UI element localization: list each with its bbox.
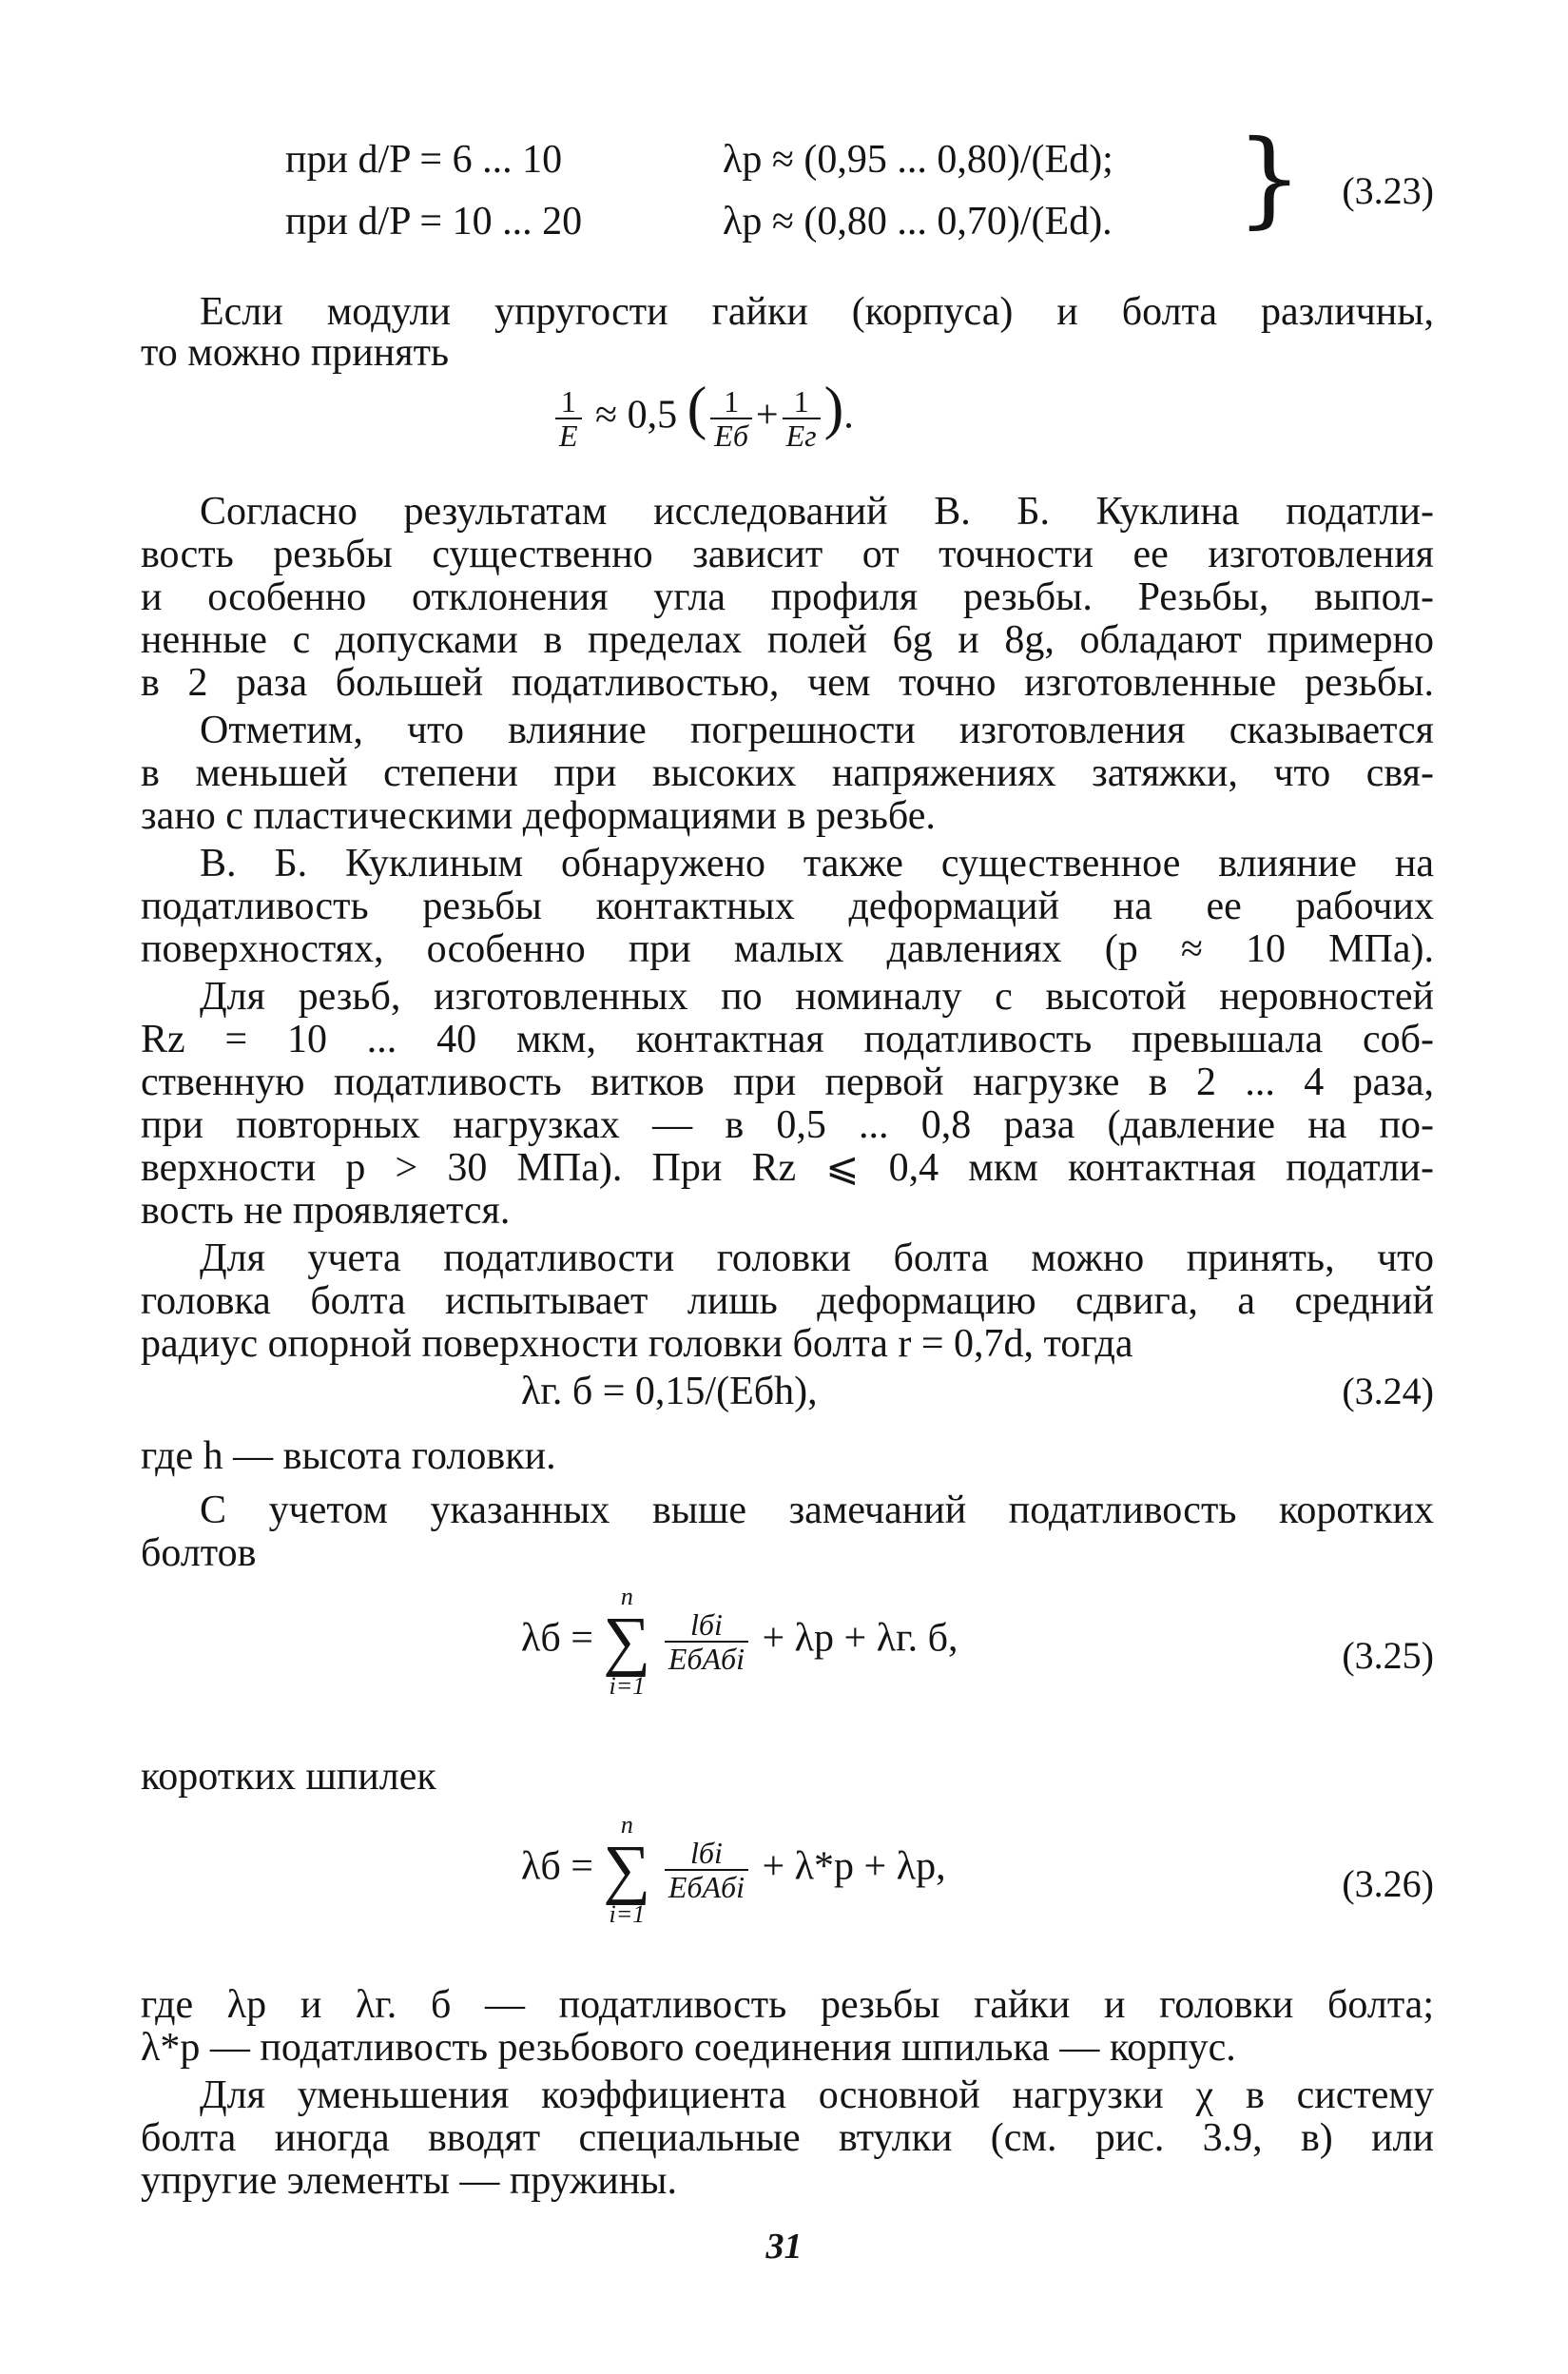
right-brace: } — [1236, 117, 1303, 239]
lhs: λб = — [521, 1844, 593, 1889]
frac-denominator: EбAбi — [668, 1642, 745, 1676]
para2-line4: ненные с допусками в пределах полей 6g и 8g, обладают примерно — [141, 618, 1434, 662]
para4-line2: податливость резьбы контактных деформаций на ее рабочих — [141, 885, 1434, 928]
formula-3-24: λг. б = 0,15/(Eбh), — [521, 1370, 818, 1413]
para3-line3: зано с пластическими деформациями в резьбе. — [141, 794, 936, 838]
studs-label: коротких шпилек — [141, 1755, 436, 1799]
f2-denominator: Eг — [785, 418, 817, 453]
para1-line2: то можно принять — [141, 331, 450, 375]
where2-line2: λ*p — податливость резьбового соединения шпилька — корпус. — [141, 2026, 1236, 2070]
para2-line5: в 2 раза большей податливостью, чем точно изготовленные резьбы. — [141, 661, 1434, 705]
formula-3-23-row2-condition: при d/P = 10 ... 20 — [285, 200, 583, 243]
para4-line3: поверхностях, особенно при малых давлениях (p ≈ 10 МПа). — [141, 927, 1434, 971]
formula-modulus: $\frac{1}{E}$ ≈ 0,5 ( $\frac{1}{Eб}$ + $\frac{1}{Eг}$ ). — [552, 385, 854, 452]
f1-numerator: 1 — [710, 385, 752, 419]
frac-denominator: EбAбi — [668, 1870, 745, 1904]
frac-numerator: lбi — [665, 1608, 748, 1643]
sum-upper: n — [620, 1583, 633, 1610]
sum-lower: i=1 — [609, 1900, 646, 1928]
approx-factor: ≈ 0,5 — [595, 393, 678, 438]
page-number: 31 — [765, 2227, 803, 2267]
para7-line1: С учетом указанных выше замечаний податливость коротких — [200, 1489, 1434, 1532]
lhs-denominator: E — [559, 418, 578, 453]
formula-3-25 — [521, 1584, 958, 1700]
formula-3-26 — [521, 1812, 946, 1928]
f1-denominator: Eб — [714, 418, 748, 453]
lhs: λб = — [521, 1616, 593, 1661]
formula-period: . — [843, 393, 854, 438]
para9-line1: Для уменьшения коэффициента основной нагрузки χ в систему — [200, 2073, 1434, 2117]
para2-line2: вость резьбы существенно зависит от точности ее изготовления — [141, 533, 1434, 576]
para5-line6: вость не проявляется. — [141, 1189, 511, 1233]
tail: + λ*p + λp, — [762, 1844, 946, 1889]
para5-line4: при повторных нагрузках — в 0,5 ... 0,8 раза (давление на по- — [141, 1103, 1434, 1147]
where-height: где h — высота головки. — [141, 1434, 556, 1478]
para5-line2: Rz = 10 ... 40 мкм, контактная податливость превышала соб- — [141, 1018, 1434, 1061]
para6-line1: Для учета податливости головки болта можно принять, что — [200, 1236, 1434, 1280]
para2-line3: и особенно отклонения угла профиля резьбы. Резьбы, выпол- — [141, 575, 1434, 619]
para2-line1: Согласно результатам исследований В. Б. Куклина податли- — [200, 490, 1434, 534]
lhs-numerator: 1 — [555, 385, 582, 419]
para3-line2: в меньшей степени при высоких напряжениях затяжки, что свя- — [141, 751, 1434, 795]
para5-line3: ственную податливость витков при первой нагрузке в 2 ... 4 раза, — [141, 1061, 1434, 1104]
para9-line2: болта иногда вводят специальные втулки (см. рис. 3.9, в) или — [141, 2116, 1434, 2160]
sum-upper: n — [620, 1811, 633, 1839]
summation: n ∑ i=1 — [603, 1811, 651, 1928]
formula-3-23-row1-condition: при d/P = 6 ... 10 — [285, 138, 563, 182]
equation-number-3-24: (3.24) — [1342, 1370, 1434, 1412]
para5-line5: верхности p > 30 МПа). При Rz ⩽ 0,4 мкм контактная податли- — [141, 1146, 1434, 1190]
equation-number-3-23: (3.23) — [1342, 169, 1434, 212]
formula-3-23-row1-value: λp ≈ (0,95 ... 0,80)/(Ed); — [723, 138, 1113, 182]
para4-line1: В. Б. Куклиным обнаружено также существенное влияние на — [200, 842, 1434, 885]
para7-line2: болтов — [141, 1531, 257, 1575]
para3-line1: Отметим, что влияние погрешности изготовления сказывается — [200, 709, 1434, 752]
where2-line1: где λp и λг. б — податливость резьбы гайки и головки болта; — [141, 1983, 1434, 2027]
tail: + λp + λг. б, — [762, 1616, 958, 1661]
frac-numerator: lбi — [665, 1837, 748, 1871]
formula-3-23-row2-value: λp ≈ (0,80 ... 0,70)/(Ed). — [723, 200, 1113, 243]
sum-lower: i=1 — [609, 1672, 646, 1700]
para6-line3: радиус опорной поверхности головки болта r = 0,7d, тогда — [141, 1322, 1133, 1366]
para1-line1: Если модули упругости гайки (корпуса) и болта различны, — [200, 290, 1434, 334]
plus-sign: + — [755, 393, 779, 438]
equation-number-3-25: (3.25) — [1342, 1634, 1434, 1677]
para5-line1: Для резьб, изготовленных по номиналу с высотой неровностей — [200, 975, 1434, 1019]
para9-line3: упругие элементы — пружины. — [141, 2159, 677, 2203]
equation-number-3-26: (3.26) — [1342, 1862, 1434, 1905]
para6-line2: головка болта испытывает лишь деформацию сдвига, а средний — [141, 1279, 1434, 1323]
summation: n ∑ i=1 — [603, 1583, 651, 1700]
f2-numerator: 1 — [783, 385, 821, 419]
